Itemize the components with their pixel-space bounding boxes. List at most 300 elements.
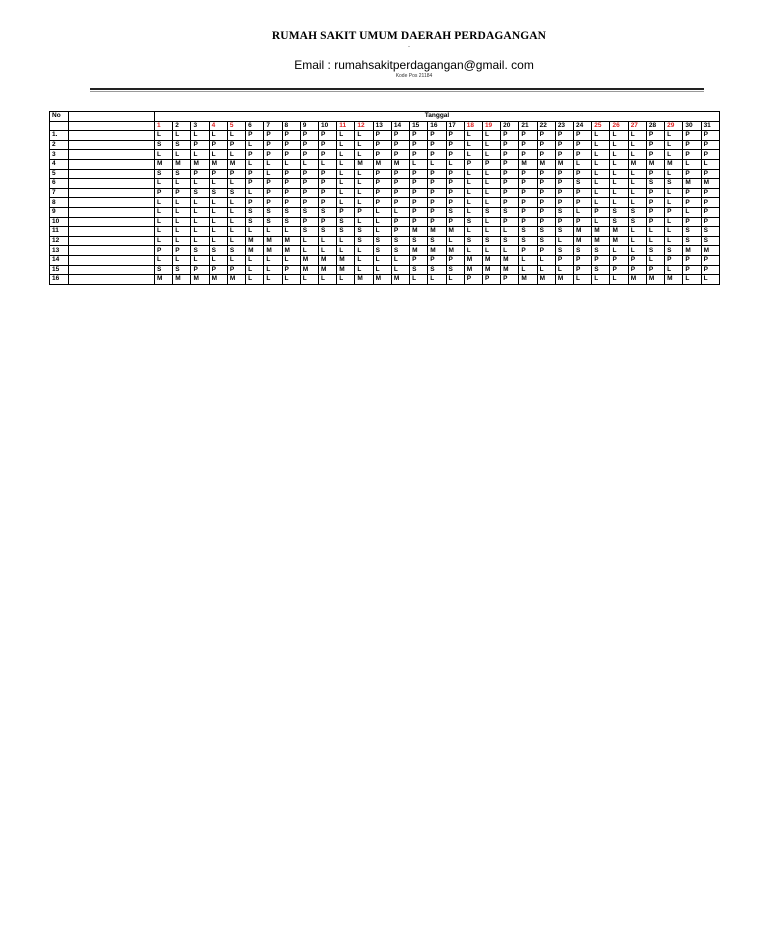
shift-cell: P [501,131,519,141]
shift-cell: S [519,236,537,246]
shift-cell: S [592,246,610,256]
shift-cell: L [227,207,245,217]
shift-cell: L [264,227,282,237]
shift-cell: P [501,217,519,227]
shift-cell: P [537,150,555,160]
shift-cell: M [155,275,173,285]
shift-cell: P [701,131,719,141]
shift-cell: L [227,150,245,160]
shift-cell: P [446,150,464,160]
shift-cell: L [282,275,300,285]
shift-cell: P [537,169,555,179]
shift-cell: P [373,131,391,141]
shift-cell: S [318,207,336,217]
shift-cell: L [665,169,683,179]
day-header-cell: 14 [391,121,409,131]
shift-cell: L [191,207,209,217]
shift-cell: L [628,188,646,198]
shift-cell: L [665,227,683,237]
hospital-title: RUMAH SAKIT UMUM DAERAH PERDAGANGAN [271,30,547,42]
shift-cell: P [410,131,428,141]
shift-cell: S [628,207,646,217]
name-header-blank [69,112,155,122]
day-header-cell: 9 [300,121,318,131]
table-row [50,265,720,275]
shift-cell: L [155,217,173,227]
shift-cell: P [701,265,719,275]
shift-cell: L [191,131,209,141]
shift-cell: P [318,179,336,189]
shift-cell: L [610,246,628,256]
shift-cell: S [391,246,409,256]
shift-cell: L [628,150,646,160]
shift-cell: M [701,179,719,189]
shift-cell: L [665,140,683,150]
shift-cell: L [628,198,646,208]
day-header-cell: 12 [355,121,373,131]
shift-cell: S [646,179,664,189]
shift-cell: M [300,255,318,265]
shift-cell: P [191,265,209,275]
shift-cell: L [355,131,373,141]
shift-cell: L [227,255,245,265]
shift-cell: P [501,275,519,285]
shift-cell: P [683,131,701,141]
shift-cell: P [410,188,428,198]
shift-cell: L [610,131,628,141]
shift-cell: P [246,179,264,189]
shift-cell: L [191,150,209,160]
shift-cell: P [646,188,664,198]
shift-cell: P [519,140,537,150]
shift-cell: P [646,150,664,160]
shift-cell: P [410,150,428,160]
shift-cell: S [665,179,683,189]
shift-cell: L [246,255,264,265]
shift-cell: M [519,275,537,285]
shift-cell: M [191,159,209,169]
shift-cell: L [173,236,191,246]
shift-cell: L [665,188,683,198]
shift-cell: M [446,227,464,237]
shift-cell: P [610,255,628,265]
table-row [50,140,720,150]
shift-cell: P [665,207,683,217]
shift-cell: P [592,255,610,265]
shift-cell: L [209,255,227,265]
shift-cell: P [264,131,282,141]
shift-cell: L [191,179,209,189]
day-header-cell: 25 [592,121,610,131]
shift-cell: L [373,217,391,227]
shift-cell: L [246,188,264,198]
header-rule-thin [90,91,704,92]
shift-cell: P [646,217,664,227]
shift-cell: S [446,207,464,217]
shift-cell: P [209,169,227,179]
shift-cell: M [555,159,573,169]
shift-cell: M [428,246,446,256]
shift-cell: P [318,188,336,198]
shift-cell: L [355,179,373,189]
shift-cell: S [300,207,318,217]
shift-cell: M [173,275,191,285]
shift-cell: L [209,150,227,160]
shift-cell: M [464,265,482,275]
shift-cell: L [173,207,191,217]
shift-cell: S [227,188,245,198]
shift-cell: L [592,131,610,141]
shift-cell: S [501,207,519,217]
shift-cell: L [355,169,373,179]
shift-cell: S [701,236,719,246]
shift-cell: P [428,179,446,189]
shift-cell: P [318,140,336,150]
shift-cell: L [610,150,628,160]
shift-cell: P [446,255,464,265]
shift-cell: P [519,150,537,160]
name-cell [69,236,155,246]
shift-cell: M [537,275,555,285]
shift-cell: P [264,140,282,150]
shift-cell: S [337,227,355,237]
shift-cell: L [482,227,500,237]
day-header-cell: 3 [191,121,209,131]
shift-cell: P [300,150,318,160]
shift-cell: L [391,265,409,275]
shift-cell: L [209,207,227,217]
shift-cell: P [646,140,664,150]
shift-cell: M [264,236,282,246]
shift-cell: L [446,159,464,169]
table-row [50,236,720,246]
day-header-cell: 18 [464,121,482,131]
shift-cell: P [574,140,592,150]
shift-cell: L [355,217,373,227]
shift-cell: L [683,275,701,285]
shift-cell: M [628,159,646,169]
shift-cell: P [482,275,500,285]
shift-cell: L [464,169,482,179]
shift-cell: S [665,246,683,256]
shift-cell: P [410,198,428,208]
shift-cell: P [391,140,409,150]
shift-cell: P [428,169,446,179]
shift-cell: L [300,246,318,256]
shift-cell: L [155,207,173,217]
shift-cell: L [355,188,373,198]
shift-cell: S [227,246,245,256]
shift-cell: P [282,131,300,141]
shift-cell: P [683,169,701,179]
shift-cell: L [482,188,500,198]
shift-cell: P [646,207,664,217]
shift-cell: P [300,188,318,198]
shift-cell: P [537,207,555,217]
shift-cell: L [318,246,336,256]
shift-cell: M [282,246,300,256]
shift-cell: L [227,198,245,208]
shift-cell: P [246,131,264,141]
shift-cell: L [300,275,318,285]
shift-cell: M [537,159,555,169]
shift-cell: P [701,198,719,208]
shift-cell: P [555,140,573,150]
shift-cell: P [555,150,573,160]
shift-cell: P [282,169,300,179]
day-header-cell: 13 [373,121,391,131]
shift-cell: P [555,169,573,179]
shift-cell: P [391,217,409,227]
shift-cell: M [227,275,245,285]
day-header-cell: 6 [246,121,264,131]
shift-cell: S [683,227,701,237]
row-number: 7 [50,188,69,198]
shift-cell: P [555,217,573,227]
shift-cell: L [246,159,264,169]
shift-cell: P [264,198,282,208]
shift-cell: L [318,236,336,246]
shift-cell: L [300,236,318,246]
shift-cell: P [410,140,428,150]
shift-cell: P [537,217,555,227]
shift-cell: L [592,275,610,285]
shift-cell: S [173,140,191,150]
day-header-cell: 23 [555,121,573,131]
shift-cell: P [665,255,683,265]
day-header-cell: 7 [264,121,282,131]
name-cell [69,140,155,150]
shift-cell: L [665,131,683,141]
shift-cell: L [610,275,628,285]
shift-cell: P [318,198,336,208]
shift-cell: S [173,265,191,275]
shift-cell: L [574,275,592,285]
shift-cell: P [574,150,592,160]
shift-cell: M [155,159,173,169]
shift-cell: L [373,255,391,265]
shift-cell: P [391,131,409,141]
shift-cell: P [264,179,282,189]
shift-cell: S [282,207,300,217]
shift-cell: P [373,188,391,198]
shift-cell: L [482,179,500,189]
shift-cell: L [264,159,282,169]
shift-cell: M [446,246,464,256]
shift-cell: P [574,188,592,198]
shift-cell: M [610,227,628,237]
shift-cell: L [610,198,628,208]
shift-cell: L [246,265,264,275]
name-cell [69,217,155,227]
shift-cell: L [701,275,719,285]
name-cell [69,150,155,160]
header-rule [90,88,704,90]
shift-cell: P [574,217,592,227]
shift-cell: M [355,275,373,285]
shift-cell: S [391,236,409,246]
shift-cell: P [592,207,610,217]
name-cell [69,179,155,189]
table-row [50,255,720,265]
shift-cell: P [282,198,300,208]
shift-cell: L [373,207,391,217]
shift-cell: M [519,159,537,169]
shift-cell: P [410,207,428,217]
shift-cell: P [501,159,519,169]
shift-cell: P [264,150,282,160]
name-cell [69,188,155,198]
shift-cell: L [209,227,227,237]
shift-cell: L [683,207,701,217]
shift-cell: P [227,169,245,179]
shift-cell: P [537,188,555,198]
name-cell [69,255,155,265]
shift-cell: L [592,140,610,150]
shift-cell: P [373,198,391,208]
shift-cell: L [209,179,227,189]
shift-cell: P [391,169,409,179]
shift-cell: S [173,169,191,179]
shift-cell: P [173,246,191,256]
shift-cell: M [355,159,373,169]
shift-cell: L [628,140,646,150]
shift-cell: L [191,227,209,237]
shift-cell: L [355,198,373,208]
shift-cell: P [574,265,592,275]
shift-cell: L [282,159,300,169]
shift-cell: L [665,198,683,208]
shift-cell: P [209,140,227,150]
shift-cell: M [173,159,191,169]
shift-cell: P [209,265,227,275]
shift-cell: P [701,150,719,160]
shift-cell: P [373,140,391,150]
shift-cell: M [482,265,500,275]
day-header-cell: 8 [282,121,300,131]
shift-cell: L [155,227,173,237]
shift-cell: L [155,236,173,246]
shift-cell: P [610,265,628,275]
name-cell [69,227,155,237]
shift-cell: L [555,265,573,275]
shift-cell: P [683,198,701,208]
shift-cell: L [173,227,191,237]
table-row [50,246,720,256]
shift-cell: P [464,159,482,169]
shift-cell: S [628,217,646,227]
shift-cell: L [191,236,209,246]
shift-cell: L [155,179,173,189]
shift-cell: L [173,217,191,227]
shift-cell: L [464,150,482,160]
shift-cell: M [209,159,227,169]
shift-cell: M [501,265,519,275]
shift-cell: S [410,265,428,275]
row-number: 4 [50,159,69,169]
shift-cell: L [246,227,264,237]
shift-cell: M [410,246,428,256]
shift-cell: L [264,275,282,285]
shift-cell: P [391,198,409,208]
shift-cell: P [428,188,446,198]
shift-cell: L [155,150,173,160]
header-dot: - [408,44,410,50]
shift-cell: P [428,255,446,265]
shift-cell: L [410,275,428,285]
name-cell [69,159,155,169]
shift-cell: P [227,140,245,150]
shift-cell: M [391,159,409,169]
shift-cell: L [337,179,355,189]
shift-cell: S [246,207,264,217]
shift-cell: P [191,140,209,150]
shift-cell: L [209,131,227,141]
shift-cell: P [683,265,701,275]
shift-cell: P [646,131,664,141]
day-header-cell: 22 [537,121,555,131]
shift-cell: P [519,169,537,179]
shift-cell: S [537,227,555,237]
shift-cell: L [592,159,610,169]
shift-cell: S [373,236,391,246]
shift-cell: L [355,255,373,265]
row-number: 1. [50,131,69,141]
shift-cell: P [501,179,519,189]
shift-cell: L [155,255,173,265]
shift-cell: S [574,246,592,256]
shift-cell: L [410,159,428,169]
shift-cell: M [337,265,355,275]
shift-cell: P [391,188,409,198]
shift-cell: M [646,275,664,285]
shift-cell: L [227,179,245,189]
table-row [50,217,720,227]
shift-cell: P [282,188,300,198]
shift-cell: L [482,246,500,256]
table-row [50,227,720,237]
shift-cell: L [592,217,610,227]
shift-cell: M [646,159,664,169]
shift-cell: P [628,265,646,275]
shift-cell: L [610,159,628,169]
shift-cell: P [701,207,719,217]
table-row [50,275,720,285]
shift-cell: L [173,150,191,160]
shift-cell: P [446,131,464,141]
shift-cell: P [300,179,318,189]
shift-cell: L [665,150,683,160]
no-header: No [50,112,69,122]
shift-cell: L [227,236,245,246]
shift-cell: L [628,169,646,179]
schedule-table [49,111,720,285]
shift-cell: P [391,150,409,160]
shift-cell: M [574,236,592,246]
shift-cell: P [373,179,391,189]
shift-cell: L [665,236,683,246]
shift-cell: S [610,217,628,227]
table-row [50,188,720,198]
shift-cell: P [391,227,409,237]
shift-cell: S [410,236,428,246]
table-row [50,150,720,160]
shift-cell: L [373,265,391,275]
shift-cell: L [355,265,373,275]
shift-cell: P [446,179,464,189]
shift-cell: L [191,198,209,208]
shift-cell: M [683,179,701,189]
